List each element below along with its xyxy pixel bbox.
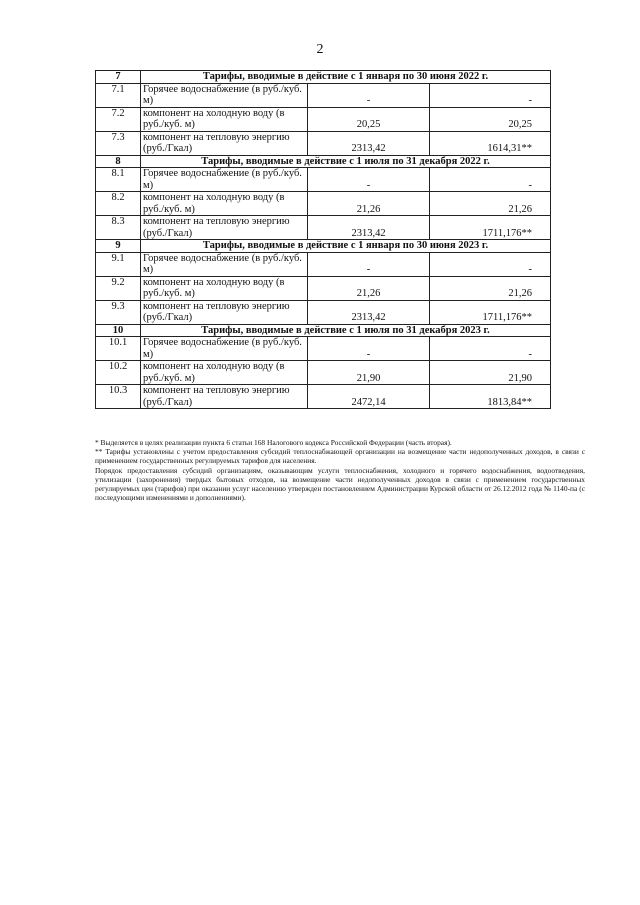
value-with-vat: 20,25 — [308, 107, 430, 131]
row-label: Горячее водоснабжение (в руб./куб. м) — [141, 337, 308, 361]
value-population: 1614,31** — [430, 131, 551, 155]
row-number: 9.2 — [96, 276, 141, 300]
value-with-vat: 2313,42 — [308, 216, 430, 240]
table-row — [96, 337, 551, 361]
table-row — [96, 361, 551, 385]
section-number: 7 — [96, 71, 141, 84]
value-with-vat: 21,26 — [308, 192, 430, 216]
value-with-vat: - — [308, 252, 430, 276]
footnote-2: ** Тарифы установлены с учетом предоставления субсидий теплоснабжающей организации на возмещение части недополученных доходов, в связи с применением государственных регулируемых тарифов для населения. — [95, 447, 585, 466]
value-population: 1711,176** — [430, 300, 551, 324]
row-label: компонент на тепловую энергию (руб./Гкал) — [141, 300, 308, 324]
value-with-vat: 2313,42 — [308, 131, 430, 155]
value-population: - — [430, 83, 551, 107]
row-number: 7.1 — [96, 83, 141, 107]
tariff-table — [95, 70, 551, 409]
value-population: 21,26 — [430, 276, 551, 300]
row-label: компонент на холодную воду (в руб./куб. м) — [141, 107, 308, 131]
row-label: компонент на холодную воду (в руб./куб. м) — [141, 276, 308, 300]
row-number: 8.2 — [96, 192, 141, 216]
table-row — [96, 216, 551, 240]
row-number: 9.1 — [96, 252, 141, 276]
value-with-vat: - — [308, 83, 430, 107]
table-row — [96, 83, 551, 107]
row-label: компонент на холодную воду (в руб./куб. м) — [141, 192, 308, 216]
row-number: 8.1 — [96, 168, 141, 192]
section-title: Тарифы, вводимые в действие с 1 января по 30 июня 2022 г. — [141, 71, 551, 84]
value-population: 21,26 — [430, 192, 551, 216]
value-population: 1813,84** — [430, 385, 551, 409]
section-header-row — [96, 240, 551, 253]
row-number: 7.3 — [96, 131, 141, 155]
value-population: 20,25 — [430, 107, 551, 131]
value-with-vat: 2472,14 — [308, 385, 430, 409]
footnotes — [95, 438, 585, 502]
section-title: Тарифы, вводимые в действие с 1 января по 30 июня 2023 г. — [141, 240, 551, 253]
table-row — [96, 192, 551, 216]
section-number: 8 — [96, 155, 141, 168]
table-row — [96, 276, 551, 300]
row-label: Горячее водоснабжение (в руб./куб. м) — [141, 252, 308, 276]
value-population: 21,90 — [430, 361, 551, 385]
table-row — [96, 107, 551, 131]
section-header-row — [96, 71, 551, 84]
table-row — [96, 131, 551, 155]
table-row — [96, 385, 551, 409]
row-number: 10.3 — [96, 385, 141, 409]
row-number: 7.2 — [96, 107, 141, 131]
footnote-1: * Выделяется в целях реализации пункта 6 статьи 168 Налогового кодекса Российской Федерации (часть вторая). — [95, 438, 452, 447]
row-number: 8.3 — [96, 216, 141, 240]
footnote-3: Порядок предоставления субсидий организациям, оказывающим услуги теплоснабжения, холодного и горячего водоснабжения, водоотведения, утилизации (захоронения) твердых бытовых отходов, на возмещение части недополученных доходов в связи с применением государственных регулируемых цен (тарифов) при оказании услуг населению утвержден постановлением Администрации Курской области от 26.12.2012 года № 1140-па (с последующими изменениями и дополнениями). — [95, 465, 585, 503]
row-label: компонент на тепловую энергию (руб./Гкал) — [141, 385, 308, 409]
value-with-vat: 2313,42 — [308, 300, 430, 324]
section-title: Тарифы, вводимые в действие с 1 июля по 31 декабря 2023 г. — [141, 324, 551, 337]
value-with-vat: - — [308, 337, 430, 361]
table-row — [96, 252, 551, 276]
value-population: 1711,176** — [430, 216, 551, 240]
row-label: Горячее водоснабжение (в руб./куб. м) — [141, 168, 308, 192]
value-with-vat: 21,90 — [308, 361, 430, 385]
value-with-vat: 21,26 — [308, 276, 430, 300]
row-label: Горячее водоснабжение (в руб./куб. м) — [141, 83, 308, 107]
section-number: 10 — [96, 324, 141, 337]
value-population: - — [430, 168, 551, 192]
table-row — [96, 168, 551, 192]
section-header-row — [96, 155, 551, 168]
row-label: компонент на холодную воду (в руб./куб. м) — [141, 361, 308, 385]
section-number: 9 — [96, 240, 141, 253]
value-with-vat: - — [308, 168, 430, 192]
page-number: 2 — [316, 42, 324, 57]
value-population: - — [430, 337, 551, 361]
row-label: компонент на тепловую энергию (руб./Гкал) — [141, 216, 308, 240]
table-row — [96, 300, 551, 324]
row-number: 10.1 — [96, 337, 141, 361]
section-header-row — [96, 324, 551, 337]
row-label: компонент на тепловую энергию (руб./Гкал) — [141, 131, 308, 155]
row-number: 10.2 — [96, 361, 141, 385]
value-population: - — [430, 252, 551, 276]
row-number: 9.3 — [96, 300, 141, 324]
section-title: Тарифы, вводимые в действие с 1 июля по 31 декабря 2022 г. — [141, 155, 551, 168]
